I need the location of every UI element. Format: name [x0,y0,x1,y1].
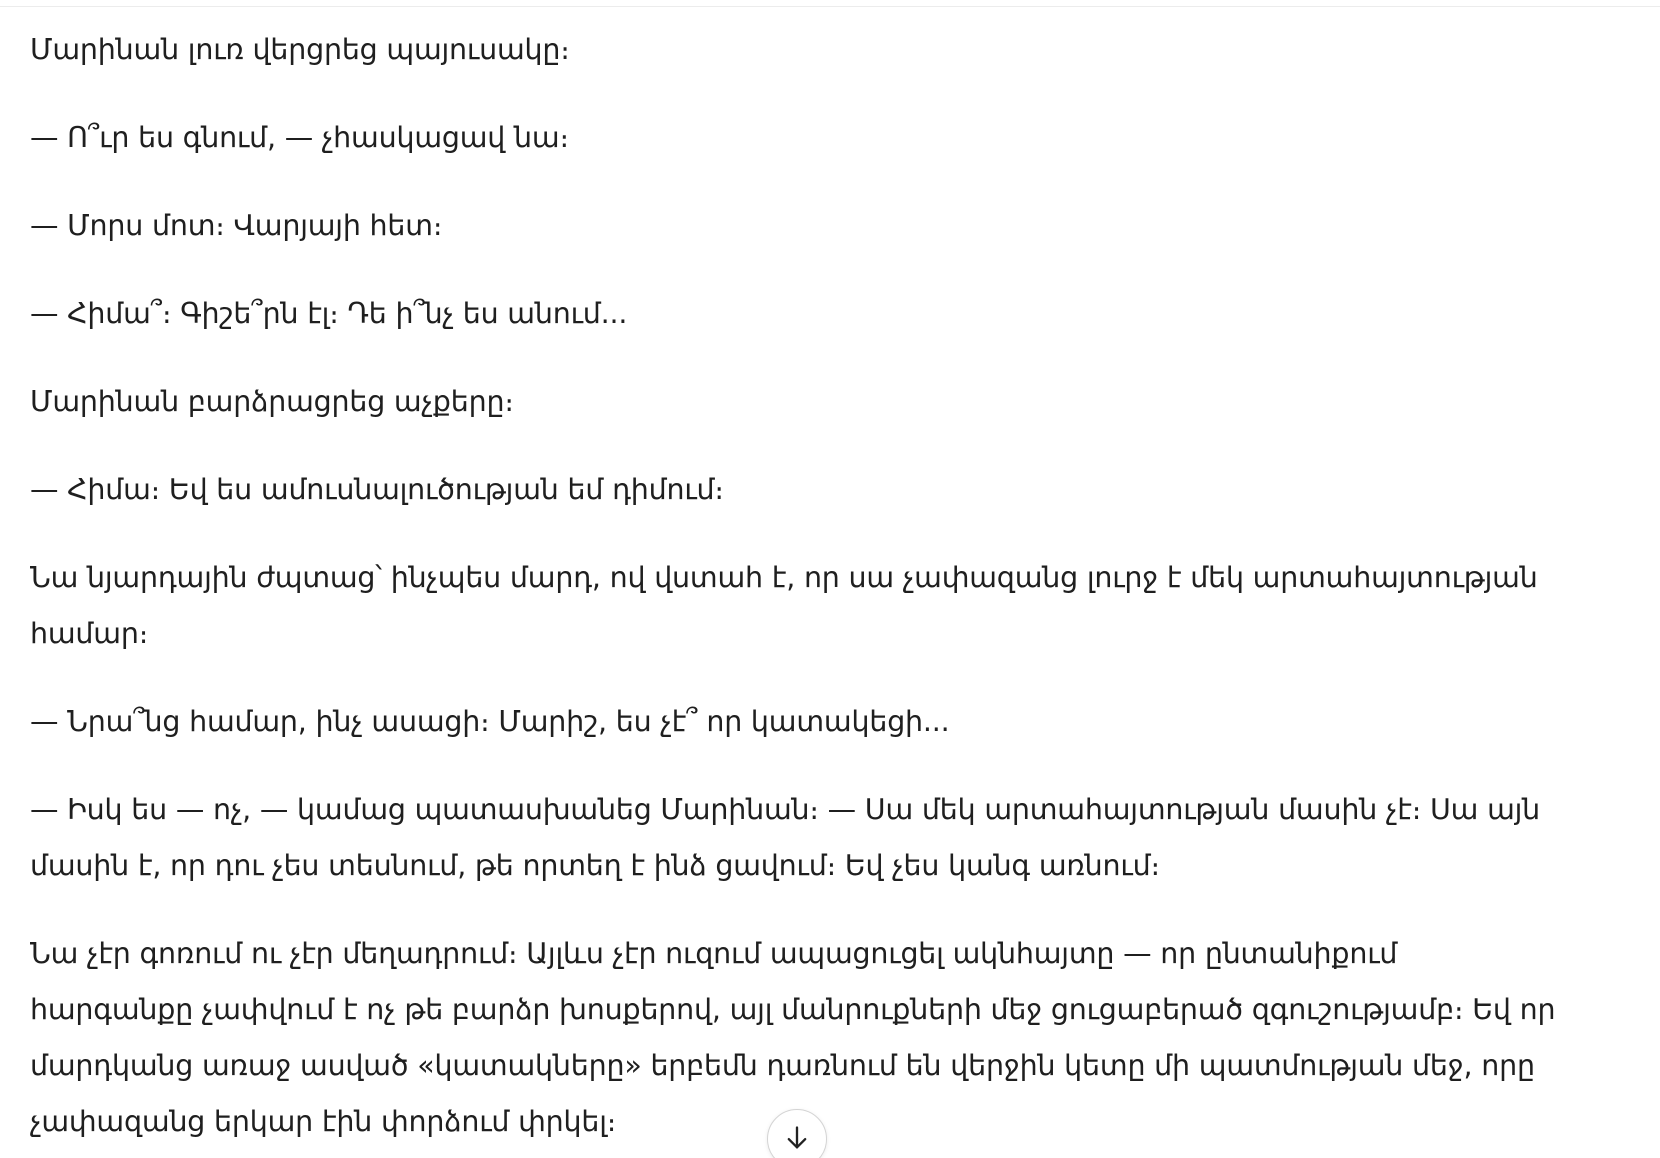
message-paragraph: Նա նյարդային ժպտաց՝ ինչպես մարդ, ով վստահ է, որ սա չափազանց լուրջ է մեկ արտահայտության համար։ [30,561,1538,650]
arrow-down-icon [783,1124,811,1156]
message-paragraph: Մարինան բարձրացրեց աչքերը։ [30,385,514,418]
message-paragraph: — Իսկ ես — ոչ, — կամաց պատասխանեց Մարինան։ — Սա մեկ արտահայտության մասին չէ։ Սա այն մասին է, որ դու չես տեսնում, թե որտեղ է ինձ ցավում։ Եվ չես կանգ առնում։ [30,793,1541,882]
message-paragraph: Մարինան լուռ վերցրեց պայուսակը։ [30,33,570,66]
message-paragraph: — Հիմա՞։ Գիշե՞րն էլ։ Դե ի՞նչ ես անում... [30,297,628,330]
message-paragraph: — Հիմա։ Եվ ես ամուսնալուծության եմ դիմում։ [30,473,724,506]
message-paragraph: — Ո՞ւր ես գնում, — չհասկացավ նա։ [30,121,569,154]
message-paragraph: Նա չէր գոռում ու չէր մեղադրում։ Այլևս չէր ուզում ապացուցել ակնհայտը — որ ընտանիքում հարգանքը չափվում է ոչ թե բարձր խոսքերով, այլ մանրուքների մեջ ցուցաբերած զգուշությամբ։ Եվ որ մարդկանց առաջ ասված «կատակները» երբեմն դառնում են վերջին կետը մի պատմության մեջ, որը չափազանց երկար էին փորձում փրկել։ [30,937,1556,1138]
top-divider [0,6,1660,7]
message-paragraph: — Մորս մոտ։ Վարյայի հետ։ [30,209,443,242]
message-paragraph: — Նրա՞նց համար, ինչ ասացի։ Մարիշ, ես չէ՞ որ կատակեցի... [30,705,950,738]
assistant-message [30,22,1560,1158]
